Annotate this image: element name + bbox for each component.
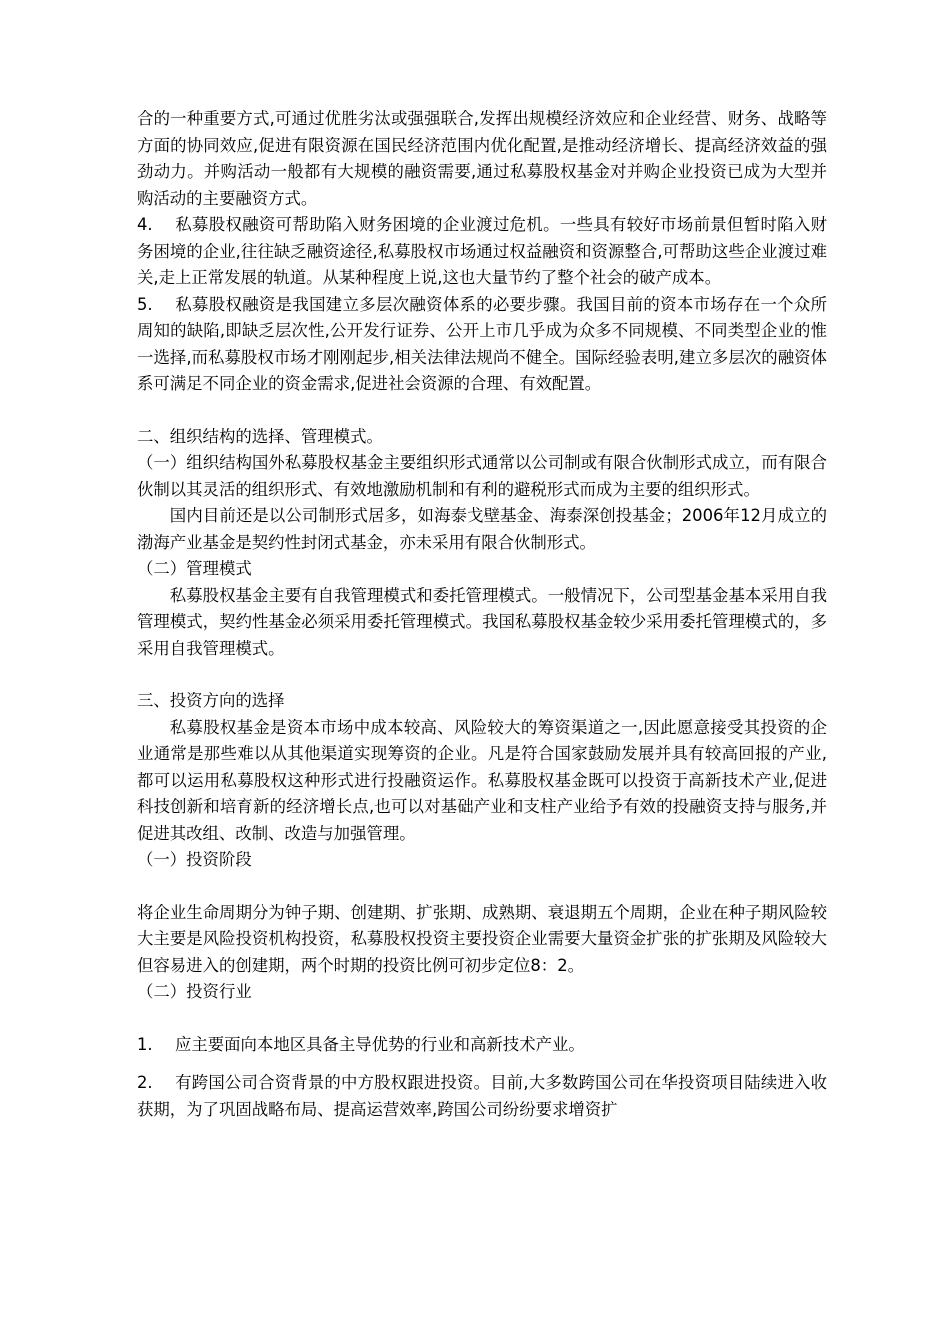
spacer [137, 1058, 827, 1070]
spacer [137, 398, 827, 424]
subsection-management-heading: （二）管理模式 [137, 559, 252, 578]
list-number: 1. [137, 1034, 153, 1054]
spacer [137, 1006, 827, 1032]
paragraph-management-modes: 私募股权基金主要有自我管理模式和委托管理模式。一般情况下，公司型基金基本采用自我管理模式，契约性基金必须采用委托管理模式。我国私募股权基金较少采用委托管理模式的，多采用自我管理模式。 [137, 585, 827, 658]
paragraph-mergers: 合的一种重要方式,可通过优胜劣汰或强强联合,发挥出规模经济效应和企业经营、财务、战略等方面的协同效应,促进有限资源在国民经济范围内优化配置,是推动经济增长、提高经济效益的强劲动力。并购活动一般都有大规模的融资需要,通过私募股权基金对并购企业投资已成为大型并购活动的主要融资方式。 [137, 109, 827, 208]
list-text: 应主要面向本地区具备主导优势的行业和高新技术产业。 [175, 1034, 585, 1054]
list-number: 2. [137, 1073, 153, 1092]
list-text: 私募股权融资可帮助陷入财务困境的企业渡过危机。一些具有较好市场前景但暂时陷入财务困境的企业,往往缺乏融资途径,私募股权市场通过权益融资和资源整合,可帮助这些企业渡过难关,走上正常发展的轨道。从某种程度上说,这也大量节约了整个社会的破产成本。 [137, 215, 827, 287]
section-heading-3: 三、投资方向的选择 [137, 691, 285, 710]
spacer [137, 662, 827, 688]
list-item-4 [137, 212, 827, 292]
paragraph-lifecycle: 将企业生命周期分为钟子期、创建期、扩张期、成熟期、衰退期五个周期，企业在种子期风险较大主要是风险投资机构投资，私募股权投资主要投资企业需要大量资金扩张的扩张期及风险较大但容易进入的创建期，两个时期的投资比例可初步定位8：2。 [137, 902, 827, 975]
list-item-5 [137, 292, 827, 398]
list-number: 5. [137, 294, 153, 314]
list-number: 4. [137, 215, 153, 234]
subsection-organization: （一）组织结构国外私募股权基金主要组织形式通常以公司制或有限合伙制形式成立，而有限合伙制以其灵活的组织形式、有效地激励机制和有利的避税形式而成为主要的组织形式。 [137, 453, 827, 499]
list-text: 私募股权融资是我国建立多层次融资体系的必要步骤。我国目前的资本市场存在一个众所周知的缺陷,即缺乏层次性,公开发行证券、公开上市几乎成为众多不同规模、不同类型企业的惟一选择,而私募股权市场才刚刚起步,相关法律法规尚不健全。国际经验表明,建立多层次的融资体系可满足不同企业的资金需求,促进社会资源的合理、有效配置。 [137, 294, 827, 393]
document-page [137, 106, 827, 1123]
subsection-investment-industry-heading: （二）投资行业 [137, 982, 252, 1001]
section-heading-2: 二、组织结构的选择、管理模式。 [137, 426, 383, 446]
list-text: 有跨国公司合资背景的中方股权跟进投资。目前,大多数跨国公司在华投资项目陆续进入收获期，为了巩固战略布局、提高运营效率,跨国公司纷纷要求增资扩 [137, 1073, 827, 1119]
paragraph-investment-direction: 私募股权基金是资本市场中成本较高、风险较大的筹资渠道之一,因此愿意接受其投资的企业通常是那些难以从其他渠道实现筹资的企业。凡是符合国家鼓励发展并具有较高回报的产业,都可以运用私募股权这种形式进行投融资运作。私募股权基金既可以投资于高新技术产业,促进科技创新和培育新的经济增长点,也可以对基础产业和支柱产业给予有效的投融资支持与服务,并促进其改组、改制、改造与加强管理。 [137, 717, 827, 843]
paragraph-domestic-funds: 国内目前还是以公司制形式居多，如海泰戈壁基金、海泰深创投基金；2006年12月成立的渤海产业基金是契约性封闭式基金，亦未采用有限合伙制形式。 [137, 506, 827, 552]
subsection-investment-stage-heading: （一）投资阶段 [137, 850, 252, 869]
list-item-2 [137, 1070, 827, 1123]
list-item-1 [137, 1032, 827, 1059]
spacer [137, 874, 827, 900]
